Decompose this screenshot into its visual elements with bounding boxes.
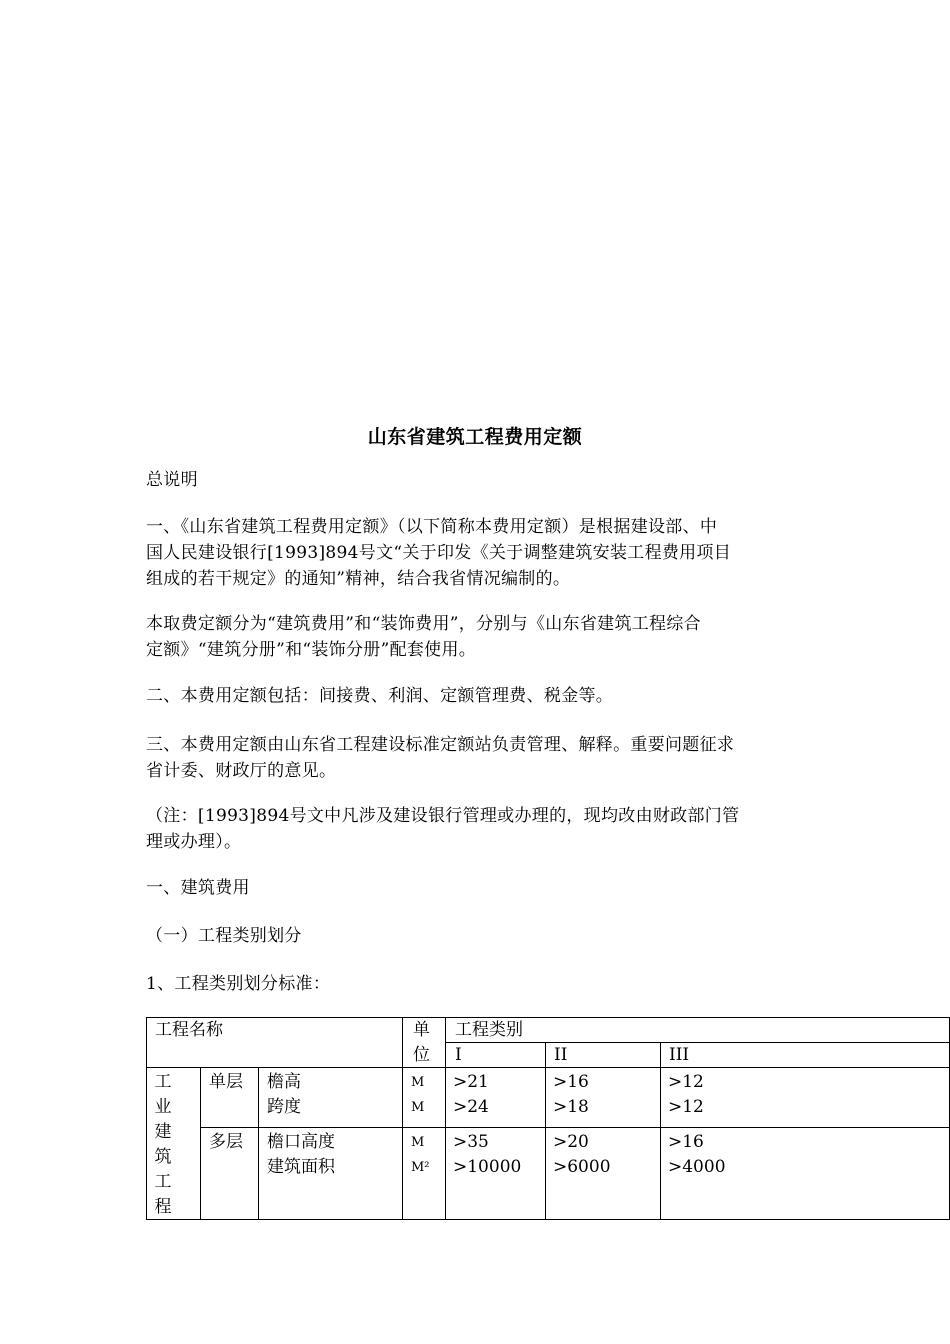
row-unit: M² xyxy=(411,1160,430,1175)
row-value: >35 xyxy=(453,1132,489,1152)
header-category: 工程类别 xyxy=(455,1020,523,1040)
table-border-row-split xyxy=(200,1127,950,1128)
row-value: >24 xyxy=(453,1097,489,1117)
table-border-col2 xyxy=(258,1067,259,1220)
header-class-2: II xyxy=(554,1045,568,1065)
paragraph-note: （注：[1993]894号文中凡涉及建设银行管理或办理的，现均改由财政部门管 理或办理）。 xyxy=(146,806,740,852)
paragraph-1: 一、《山东省建筑工程费用定额》（以下简称本费用定额）是根据建设部、中 国人民建设银行[1993]894号文“关于印发《关于调整建筑安装工程费用项目 组成的若干规定》的通知”精神，结合我省情况编制的。 xyxy=(146,517,732,589)
row-value: >16 xyxy=(668,1132,704,1152)
header-project-name: 工程名称 xyxy=(155,1020,223,1040)
group-label-industrial: 工 业 建 筑 工 程 xyxy=(154,1072,172,1217)
row-item: 檐口高度 xyxy=(267,1132,335,1152)
row-value: >10000 xyxy=(453,1157,522,1177)
row-value: >4000 xyxy=(668,1157,726,1177)
table-border-top xyxy=(146,1017,950,1018)
paragraph-2: 本取费定额分为“建筑费用”和“装饰费用”，分别与《山东省建筑工程综合 定额》“建筑分册”和“装饰分册”配套使用。 xyxy=(146,614,701,660)
table-border-col3 xyxy=(402,1017,403,1220)
table-border-col6 xyxy=(660,1042,661,1220)
header-class-3: III xyxy=(669,1045,690,1065)
row-item: 跨度 xyxy=(267,1097,301,1117)
row-value: >12 xyxy=(668,1072,704,1092)
row-unit: M xyxy=(411,1075,425,1090)
table-border-col1 xyxy=(200,1067,201,1220)
row-value: >6000 xyxy=(553,1157,611,1177)
table-border-col4 xyxy=(445,1017,446,1220)
row-type-multi: 多层 xyxy=(209,1132,243,1152)
row-value: >21 xyxy=(453,1072,489,1092)
row-item: 檐高 xyxy=(267,1072,301,1092)
section-heading xyxy=(146,467,806,493)
header-unit-char-1: 单 xyxy=(413,1020,430,1040)
header-unit-char-2: 位 xyxy=(413,1045,430,1065)
section-heading-text: 总说明 xyxy=(146,470,198,490)
row-unit: M xyxy=(411,1100,425,1115)
document-title: 山东省建筑工程费用定额 xyxy=(367,426,583,448)
row-value: >20 xyxy=(553,1132,589,1152)
table-border-col5 xyxy=(545,1042,546,1220)
table-border-left xyxy=(146,1017,147,1220)
row-unit: M xyxy=(411,1135,425,1150)
paragraph-4: 三、本费用定额由山东省工程建设标准定额站负责管理、解释。重要问题征求 省计委、财政厅的意见。 xyxy=(146,735,735,781)
header-class-1: I xyxy=(455,1045,462,1065)
row-value: >12 xyxy=(668,1097,704,1117)
row-value: >16 xyxy=(553,1072,589,1092)
row-item: 建筑面积 xyxy=(267,1157,335,1177)
table-border-header-bottom xyxy=(146,1067,950,1068)
heading-category-standard: 1、工程类别划分标准： xyxy=(146,974,331,994)
category-table xyxy=(146,1017,950,1220)
paragraph-3: 二、本费用定额包括：间接费、利润、定额管理费、税金等。 xyxy=(146,686,614,706)
heading-category-division: （一）工程类别划分 xyxy=(146,926,302,946)
row-value: >18 xyxy=(553,1097,589,1117)
row-type-single: 单层 xyxy=(209,1072,243,1092)
table-border-bottom xyxy=(146,1219,950,1220)
heading-building-fees: 一、建筑费用 xyxy=(146,878,250,898)
